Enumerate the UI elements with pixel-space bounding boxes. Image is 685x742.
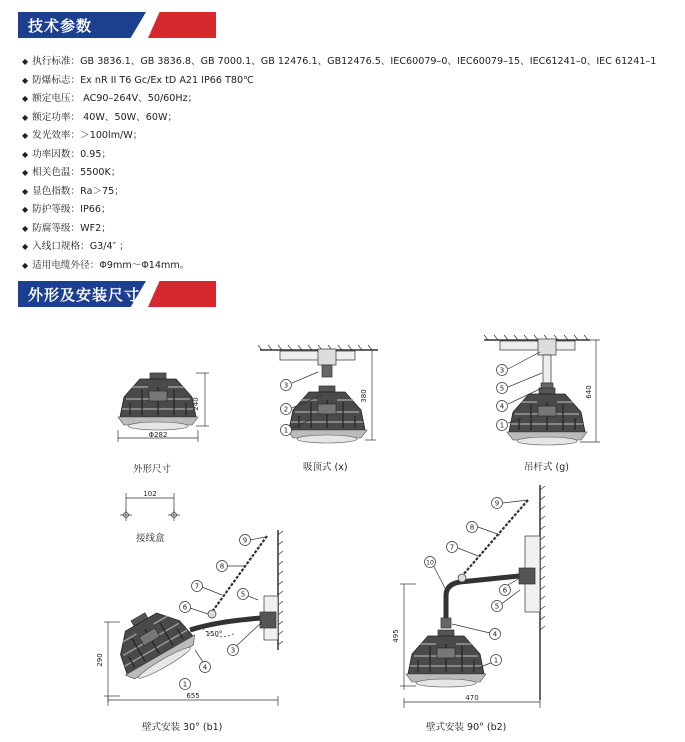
spec-item: ◆ 额定电压： AC90–264V、50/60Hz； (22, 93, 198, 105)
spec-item: ◆ 防腐等级：WF2； (22, 222, 111, 234)
section-title: 外形及安装尺寸 (28, 286, 141, 304)
wall-90-drawing (400, 485, 545, 708)
callout-number: 5 (494, 602, 500, 611)
callout-number: 1 (499, 421, 505, 430)
callout-number: 3 (499, 366, 505, 375)
callout-number: 5 (240, 590, 246, 599)
dim-outline-diameter: Φ282 (148, 431, 168, 439)
spec-item: ◆ 功率因数：0.95； (22, 148, 112, 160)
bullet-icon: ◆ (22, 75, 29, 85)
callout-number: 7 (194, 582, 200, 591)
caption-wall-90: 壁式安装 90° (b2) (426, 722, 507, 733)
spec-item: ◆ 相关色温：5500K； (22, 167, 121, 179)
dim-ceiling-height: 380 (360, 389, 368, 403)
dim-wall90-width: 470 (465, 694, 479, 702)
callout-number: 4 (202, 663, 208, 672)
dim-wall30-width: 655 (186, 692, 200, 700)
bullet-icon: ◆ (22, 94, 29, 104)
dim-pendant-height: 640 (585, 385, 593, 399)
caption-junction-box: 接线盒 (136, 533, 165, 544)
bullet-icon: ◆ (22, 131, 29, 141)
spec-item: ◆ 执行标准：GB 3836.1、GB 3836.8、GB 7000.1、GB 12476.1、GB12476.5、IEC60079–0、IEC60079–15、IEC61241–0、IEC 61241–1 (22, 56, 657, 67)
bullet-icon: ◆ (22, 149, 29, 159)
dim-wall30-height: 290 (96, 653, 104, 667)
callout-number: 1 (182, 680, 188, 689)
bullet-icon: ◆ (22, 57, 29, 66)
callout-number: 9 (242, 536, 248, 545)
callout-number: 6 (502, 586, 508, 595)
spec-item: ◆ 显色指数：Ra＞75； (22, 185, 124, 197)
bullet-icon: ◆ (22, 223, 29, 233)
callout-number: 8 (469, 523, 475, 532)
bullet-icon: ◆ (22, 261, 29, 271)
callout-number: 9 (494, 499, 500, 508)
dim-box-width: 102 (143, 490, 157, 498)
dim-outline-height: 240 (192, 397, 200, 411)
bullet-icon: ◆ (22, 205, 29, 215)
caption-wall-30: 壁式安装 30° (b1) (142, 722, 223, 733)
bullet-icon: ◆ (22, 186, 29, 196)
section-title: 技术参数 (28, 17, 93, 35)
spec-item: ◆ 额定功率： 40W、50W、60W； (22, 111, 178, 123)
callout-number: 7 (449, 543, 455, 552)
spec-item: ◆ 防护等级：IP66； (22, 204, 111, 216)
caption-outline: 外形尺寸 (133, 464, 172, 475)
callout-number: 6 (182, 603, 188, 612)
bullet-icon: ◆ (22, 168, 29, 178)
callout-number: 1 (283, 426, 289, 435)
callout-number: 5 (499, 384, 505, 393)
callout-number: 3 (230, 646, 236, 655)
dim-wall30-angle: 150° (205, 630, 223, 638)
callout-number: 2 (283, 405, 289, 414)
callout-number: 3 (283, 381, 289, 390)
callout-number: 8 (219, 562, 225, 571)
bullet-icon: ◆ (22, 242, 29, 252)
callout-number: 4 (499, 402, 505, 411)
dim-wall90-height: 495 (392, 629, 400, 643)
bullet-icon: ◆ (22, 112, 29, 122)
spec-item: ◆ 防爆标志：Ex nR II T6 Gc/Ex tD A21 IP66 T80℃ (22, 74, 254, 86)
spec-item: ◆ 入线口规格：G3/4″ ； (22, 241, 129, 253)
callout-number: 4 (492, 630, 498, 639)
callout-number: 10 (426, 559, 434, 567)
caption-pendant: 吊杆式 (g) (524, 462, 569, 473)
spec-item: ◆ 适用电缆外径：Φ9mm～Φ14mm。 (22, 260, 190, 272)
wall-30-drawing (103, 530, 283, 706)
spec-item: ◆ 发光效率：＞100lm/W； (22, 130, 143, 142)
callout-number: 1 (493, 656, 499, 665)
caption-ceiling: 吸顶式 (x) (303, 462, 348, 473)
